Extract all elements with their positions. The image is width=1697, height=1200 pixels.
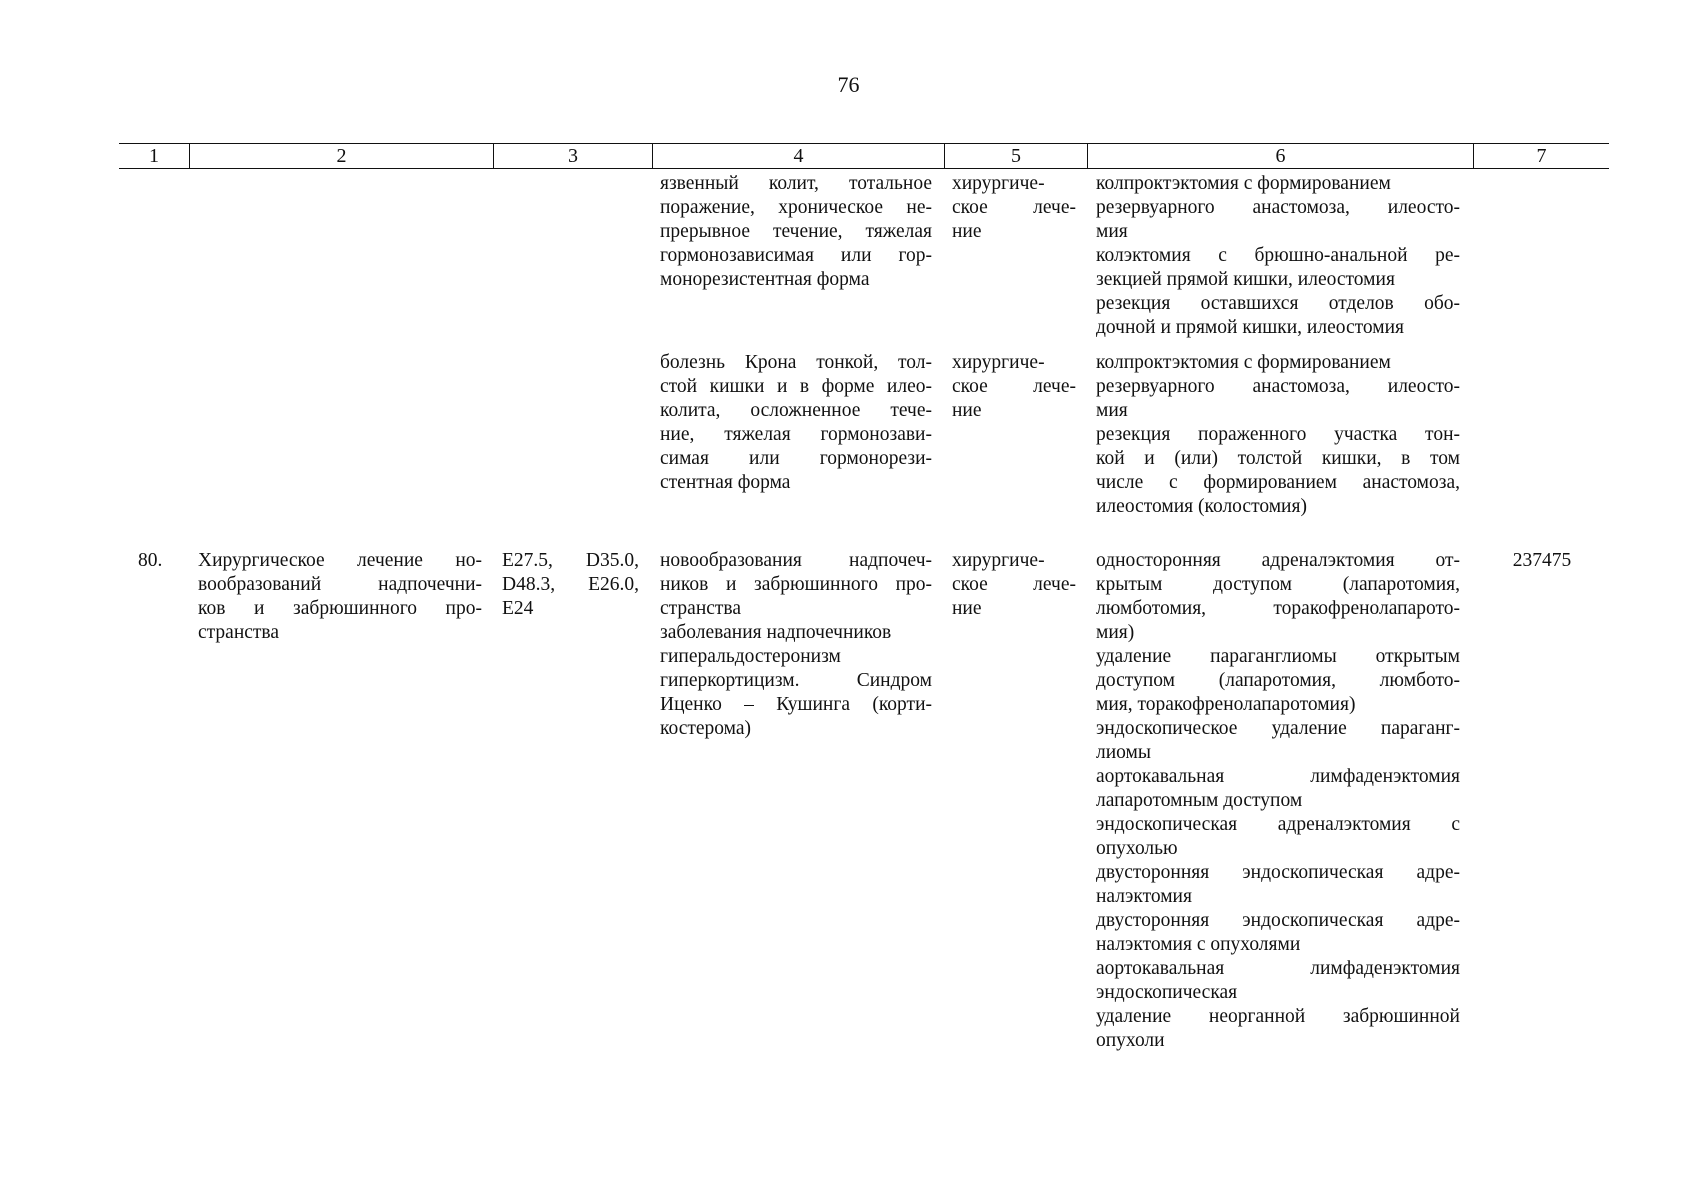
text-line: колпроктэктомия с формированием <box>1096 352 1391 373</box>
row1-diagnosis <box>660 172 932 292</box>
text-line: монорезистентная форма <box>660 269 870 290</box>
text-line: колпроктэктомия с формированием <box>1096 173 1391 194</box>
text-line: странства <box>660 598 742 619</box>
text-line: двусторонняя эндоскопическая адре- <box>1096 910 1460 931</box>
text-line: гиперальдостеронизм <box>660 646 841 667</box>
text-line: резервуарного анастомоза, илеосто- <box>1096 197 1460 218</box>
row3-care-type <box>198 549 482 645</box>
text-line: хирургиче- <box>952 173 1045 194</box>
text-line: числе с формированием анастомоза, <box>1096 472 1460 493</box>
text-line: доступом (лапаротомия, люмбото- <box>1096 670 1460 691</box>
text-line: D48.3, E26.0, <box>502 574 639 595</box>
text-line: двусторонняя эндоскопическая адре- <box>1096 862 1460 883</box>
text-line: E27.5, D35.0, <box>502 550 639 571</box>
text-line: ние, тяжелая гормонозави- <box>660 424 932 445</box>
text-line: стой кишки и в форме илео- <box>660 376 932 397</box>
text-line: мия <box>1096 221 1128 242</box>
text-line: хирургиче- <box>952 352 1045 373</box>
text-line: болезнь Крона тонкой, тол- <box>660 352 932 373</box>
text-line: гормонозависимая или гор- <box>660 245 932 266</box>
text-line: резекция оставшихся отделов обо- <box>1096 293 1460 314</box>
page-number: 76 <box>837 72 860 97</box>
text-line: эндоскопическая <box>1096 982 1238 1003</box>
text-line: хирургиче- <box>952 550 1045 571</box>
text-line: Хирургическое лечение но- <box>198 550 482 571</box>
row3-cost: 237475 <box>1512 550 1572 571</box>
text-line: ние <box>952 598 982 619</box>
text-line: колэктомия с брюшно-анальной ре- <box>1096 245 1460 266</box>
text-line: прерывное течение, тяжелая <box>660 221 932 242</box>
text-line: Иценко – Кушинга (корти- <box>660 694 932 715</box>
text-line: новообразования надпочеч- <box>660 550 932 571</box>
text-line: поражение, хроническое не- <box>660 197 932 218</box>
text-line: колита, осложненное тече- <box>660 400 932 421</box>
row1-method <box>1096 172 1460 340</box>
text-line: странства <box>198 622 280 643</box>
header-col-3: 3 <box>493 144 652 168</box>
text-line: односторонняя адреналэктомия от- <box>1096 550 1460 571</box>
text-line: заболевания надпочечников <box>660 622 892 643</box>
text-line: ков и забрюшинного про- <box>198 598 482 619</box>
text-line: ников и забрюшинного про- <box>660 574 932 595</box>
text-line: гиперкортицизм. Синдром <box>660 670 932 691</box>
text-line: мия) <box>1096 622 1135 643</box>
text-line: симая или гормонорези- <box>660 448 932 469</box>
text-line: аортокавальная лимфаденэктомия <box>1096 766 1460 787</box>
text-line: резервуарного анастомоза, илеосто- <box>1096 376 1460 397</box>
text-line: опухолью <box>1096 838 1178 859</box>
header-col-4: 4 <box>652 144 944 168</box>
header-col-2: 2 <box>189 144 493 168</box>
text-line: костерома) <box>660 718 752 739</box>
text-line: язвенный колит, тотальное <box>660 173 932 194</box>
header-col-7: 7 <box>1473 144 1609 168</box>
text-line: резекция пораженного участка тон- <box>1096 424 1460 445</box>
row3-icd-codes <box>502 549 639 621</box>
row2-diagnosis <box>660 351 932 495</box>
text-line: зекцией прямой кишки, илеостомия <box>1096 269 1395 290</box>
text-line: дочной и прямой кишки, илеостомия <box>1096 317 1405 338</box>
text-line: кой и (или) толстой кишки, в том <box>1096 448 1460 469</box>
text-line: мия, торакофренолапаротомия) <box>1096 694 1356 715</box>
text-line: удаление параганглиомы открытым <box>1096 646 1460 667</box>
row3-treatment-type <box>952 549 1076 621</box>
text-line: налэктомия <box>1096 886 1192 907</box>
table-header <box>119 143 1609 169</box>
text-line: опухоли <box>1096 1030 1165 1051</box>
text-line: эндоскопическая адреналэктомия с <box>1096 814 1460 835</box>
text-line: стентная форма <box>660 472 791 493</box>
text-line: ние <box>952 221 982 242</box>
header-col-6: 6 <box>1087 144 1473 168</box>
text-line: ское лече- <box>952 574 1076 595</box>
text-line: вообразований надпочечни- <box>198 574 482 595</box>
text-line: эндоскопическое удаление параганг- <box>1096 718 1460 739</box>
row2-method <box>1096 351 1460 519</box>
text-line: удаление неорганной забрюшинной <box>1096 1006 1460 1027</box>
text-line: мия <box>1096 400 1128 421</box>
row3-method <box>1096 549 1460 1053</box>
text-line: ние <box>952 400 982 421</box>
text-line: люмботомия, торакофренолапарото- <box>1096 598 1460 619</box>
text-line: ское лече- <box>952 376 1076 397</box>
row1-treatment-type <box>952 172 1076 244</box>
header-col-5: 5 <box>944 144 1087 168</box>
text-line: аортокавальная лимфаденэктомия <box>1096 958 1460 979</box>
text-line: илеостомия (колостомия) <box>1096 496 1307 517</box>
row2-treatment-type <box>952 351 1076 423</box>
header-col-1: 1 <box>149 145 159 167</box>
row3-number: 80. <box>138 550 163 571</box>
text-line: ское лече- <box>952 197 1076 218</box>
text-line: крытым доступом (лапаротомия, <box>1096 574 1460 595</box>
row3-diagnosis <box>660 549 932 741</box>
text-line: налэктомия с опухолями <box>1096 934 1301 955</box>
text-line: E24 <box>502 598 534 619</box>
text-line: лапаротомным доступом <box>1096 790 1303 811</box>
text-line: лиомы <box>1096 742 1151 763</box>
